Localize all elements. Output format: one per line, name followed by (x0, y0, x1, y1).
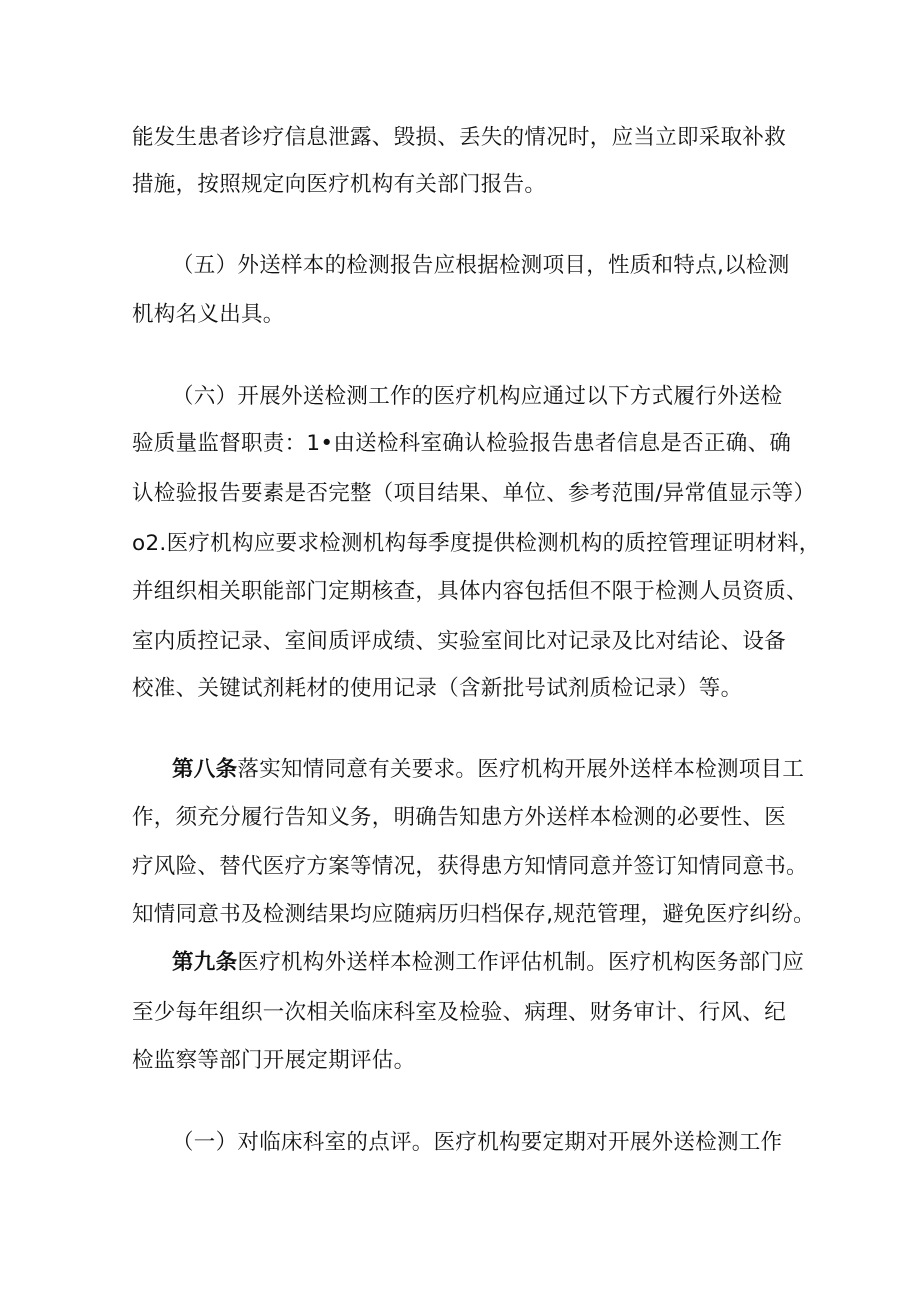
article-heading: 第九条 (172, 950, 238, 975)
text-fragment: 落实知情同意有关要求。医疗机构开展外送样本检测项目工 (237, 757, 805, 782)
text-line: （六）开展外送检测工作的医疗机构应通过以下方式履行外送检 (172, 384, 783, 409)
text-line: 作，须充分履行告知义务，明确告知患方外送样本检测的必要性、医 (132, 805, 787, 830)
text-line: 室内质控记录、室间质评成绩、实验室间比对记录及比对结论、设备 (132, 629, 787, 654)
article-9-first-line (172, 943, 804, 983)
text-line: 疗风险、替代医疗方案等情况，获得患方知情同意并签订知情同意书。 (132, 854, 808, 879)
text-line: （五）外送样本的检测报告应根据检测项目，性质和特点,以检测 (172, 253, 790, 278)
text-line: 能发生患者诊疗信息泄露、毁损、丢失的情况时，应当立即采取补救 (132, 125, 787, 150)
text-line: 检监察等部门开展定期评估。 (132, 1048, 416, 1073)
article-heading: 第八条 (172, 757, 238, 782)
text-line: 校准、关键试剂耗材的使用记录（含新批号试剂质检记录）等。 (132, 676, 743, 701)
text-line: 知情同意书及检测结果均应随病历归档保存,规范管理，避免医疗纠纷。 (132, 902, 815, 927)
text-line: 认检验报告要素是否完整（项目结果、单位、参考范围/异常值显示等） (132, 481, 816, 506)
text-line: 至少每年组织一次相关临床科室及检验、病理、财务审计、行风、纪 (132, 1000, 787, 1025)
text-line: 并组织相关职能部门定期核查，具体内容包括但不限于检测人员资质、 (132, 579, 808, 604)
text-fragment: 医疗机构外送样本检测工作评估机制。医疗机构医务部门应 (237, 950, 805, 975)
text-line: 机构名义出具。 (132, 302, 285, 327)
text-line: 措施，按照规定向医疗机构有关部门报告。 (132, 172, 547, 197)
text-line: o2.医疗机构应要求检测机构每季度提供检测机构的质控管理证明材料， (132, 531, 821, 556)
article-8-first-line (172, 750, 804, 790)
text-line: 验质量监督职责：1•由送检科室确认检验报告患者信息是否正确、确 (132, 431, 792, 456)
text-line: （一）对临床科室的点评。医疗机构要定期对开展外送检测工作 (172, 1130, 783, 1155)
